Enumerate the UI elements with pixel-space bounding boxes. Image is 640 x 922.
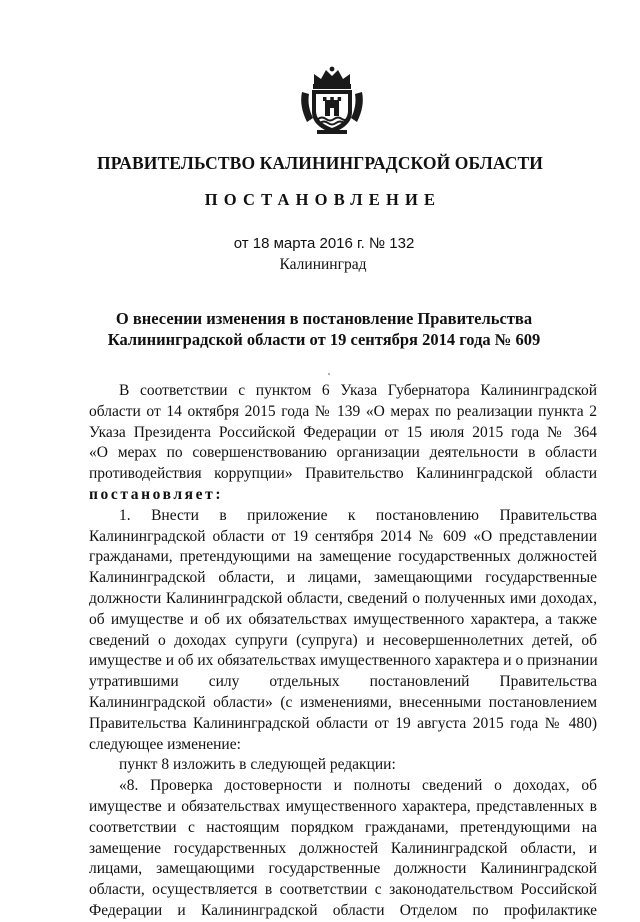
body-line: Калининградской области, и лицами, замещающими государственные — [89, 569, 597, 587]
body-line: противодействия коррупции» Правительство Калининградской области — [89, 465, 597, 483]
scan-speck — [328, 373, 330, 375]
body-line: Указа Президента Российской Федерации от 15 июля 2015 года № 364 — [89, 423, 597, 441]
body-line: Федерации и Калининградской области Отделом по профилактике — [89, 901, 597, 919]
body-line: следующее изменение: — [89, 735, 241, 753]
document-city: Калининград — [279, 256, 367, 273]
body-line: замещение государственных должностей Калининградской области, и — [89, 839, 597, 857]
body-line: «8. Проверка достоверности и полноты сведений о доходах, об — [119, 777, 597, 795]
body-line: Правительства Калининградской области от 19 августа 2015 года № 480) — [89, 714, 597, 732]
document-date-number: от 18 марта 2016 г. № 132 — [233, 235, 415, 252]
government-title: ПРАВИТЕЛЬСТВО КАЛИНИНГРАДСКОЙ ОБЛАСТИ — [97, 153, 543, 173]
body-line: 1. Внести в приложение к постановлению Правительства — [119, 506, 597, 524]
body-line: имуществе и об их обязательствах имущественного характера и о признании — [89, 652, 598, 670]
body-line: лицами, замещающими государственные должности Калининградской — [89, 860, 597, 878]
body-line: Калининградской области от 19 сентября 2014 № 609 «О представлении — [89, 527, 597, 545]
document-subject-line-2: Калининградской области от 19 сентября 2014 года № 609 — [107, 330, 541, 349]
body-line: соответствии с настоящим порядком гражданами, претендующими на — [89, 818, 597, 836]
document-type: ПОСТАНОВЛЕНИЕ — [204, 190, 442, 209]
coat-of-arms-emblem — [299, 66, 365, 136]
body-line: сведений о доходах супруги (супруга) и несовершеннолетних детей, об — [89, 631, 597, 649]
body-line-decree-word: постановляет: — [89, 485, 224, 503]
body-line: пункт 8 изложить в следующей редакции: — [119, 756, 396, 774]
body-line: должности Калининградской области, сведений о полученных ими доходах, — [89, 589, 597, 607]
body-line: имуществе и обязательствах имущественного характера, представленных в — [89, 797, 597, 815]
body-line: утратившими силу отдельных постановлений Правительства — [89, 673, 597, 691]
body-line: гражданами, претендующими на замещение государственных должностей — [89, 548, 597, 566]
body-line: области, осуществляется в соответствии с законодательством Российской — [89, 881, 597, 899]
body-line: Калининградской области» (с изменениями, внесенными постановлением — [89, 693, 597, 711]
body-line: В соответствии с пунктом 6 Указа Губернатора Калининградской — [119, 382, 597, 399]
body-line: об имуществе и об их обязательствах имущественного характера, а также — [89, 610, 597, 628]
body-line: «О мерах по совершенствованию организации деятельности в области — [89, 444, 597, 462]
document-subject-line-1: О внесении изменения в постановление Правительства — [115, 309, 533, 328]
document-body — [89, 381, 597, 922]
body-line: области от 14 октября 2015 года № 139 «О мерах по реализации пункта 2 — [89, 402, 597, 420]
